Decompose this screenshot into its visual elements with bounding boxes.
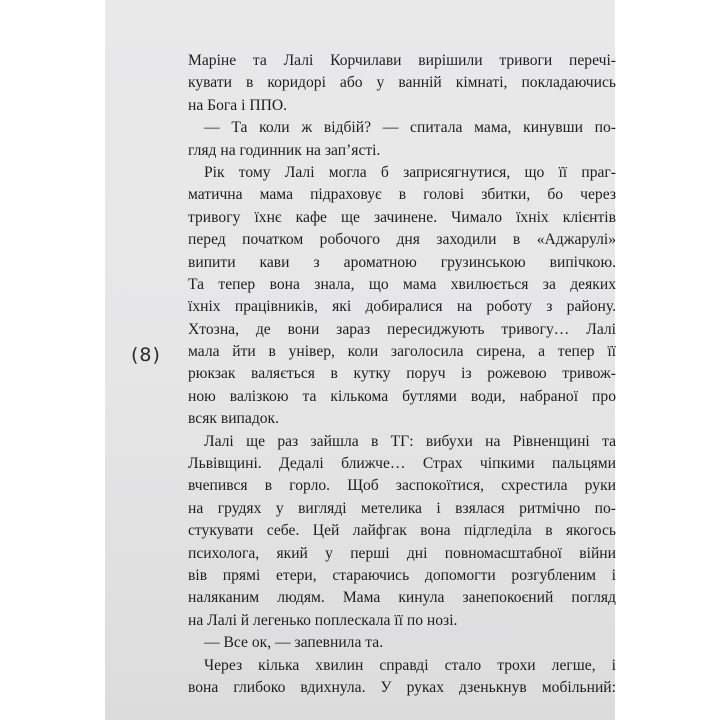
body-text	[188, 50, 616, 699]
text-line: рюкзак валяється в кутку поруч із рожевою тривож-	[188, 365, 616, 383]
text-line: гляд на годинник на зап’ясті.	[188, 141, 381, 159]
text-line: вчепився в горло. Щоб заспокоїтися, схрестила руки	[188, 477, 616, 495]
text-line: — Все ок, — запевнила та.	[204, 634, 384, 652]
text-line: Рік тому Лалі могла б заприсягнутися, що її праг-	[204, 163, 616, 181]
text-line: — Та коли ж відбій? — спитала мама, кинувши по-	[204, 119, 616, 137]
text-line: Через кілька хвилин справді стало трохи легше, і	[204, 656, 616, 674]
text-line: ною валізкою та кількома бутлями води, набраної про	[188, 387, 616, 405]
text-line: тривогу їхнє кафе ще зачинене. Чимало їхніх клієнтів	[188, 208, 616, 226]
text-line: на грудях у вигляді метелика і взялася ритмічно по-	[188, 499, 616, 517]
text-line: матична мама підраховує в голові збитки, бо через	[188, 186, 616, 204]
text-line: Хтозна, де вони зараз пересиджують тривогу… Лалі	[188, 320, 616, 338]
text-line: мала йти в універ, коли заголосила сирена, а тепер її	[188, 343, 616, 361]
text-line: наляканим людям. Мама кинула занепокоєний погляд	[188, 589, 616, 607]
text-line: випити кави з ароматною грузинською випічкою.	[188, 253, 616, 271]
text-line: психолога, який у перші дні повномасштабної війни	[188, 544, 616, 562]
text-line: Та тепер вона знала, що мама хвилюється за деяких	[188, 275, 616, 293]
text-line: вона глибоко вдихнула. У руках дзенькнув мобільний:	[188, 678, 616, 696]
text-line: стукувати себе. Цей лайфгак вона підгледіла в якогось	[188, 522, 616, 540]
text-line: перед початком робочого дня заходили в «Аджарулі»	[188, 231, 616, 249]
text-line: їхніх працівників, які добиралися на роботу з району.	[188, 298, 616, 316]
text-line: на Бога і ППО.	[188, 96, 288, 114]
text-line: кувати в коридорі або у ванній кімнаті, покладаючись	[188, 74, 616, 92]
text-line: всяк випадок.	[188, 410, 280, 428]
text-line: вів прямі етери, стараючись допомогти розгубленим і	[188, 566, 616, 584]
text-line: Лалі ще раз зайшла в ТГ: вибухи на Рівненщині та	[204, 432, 616, 450]
text-line: на Лалі й легенько поплескала її по нозі.	[188, 611, 458, 629]
page-number: (8)	[131, 344, 161, 366]
text-line: Маріне та Лалі Корчилави вирішили тривоги перечі-	[188, 52, 616, 69]
text-line: Львівщині. Дедалі ближче… Страх чіпкими пальцями	[188, 455, 616, 473]
